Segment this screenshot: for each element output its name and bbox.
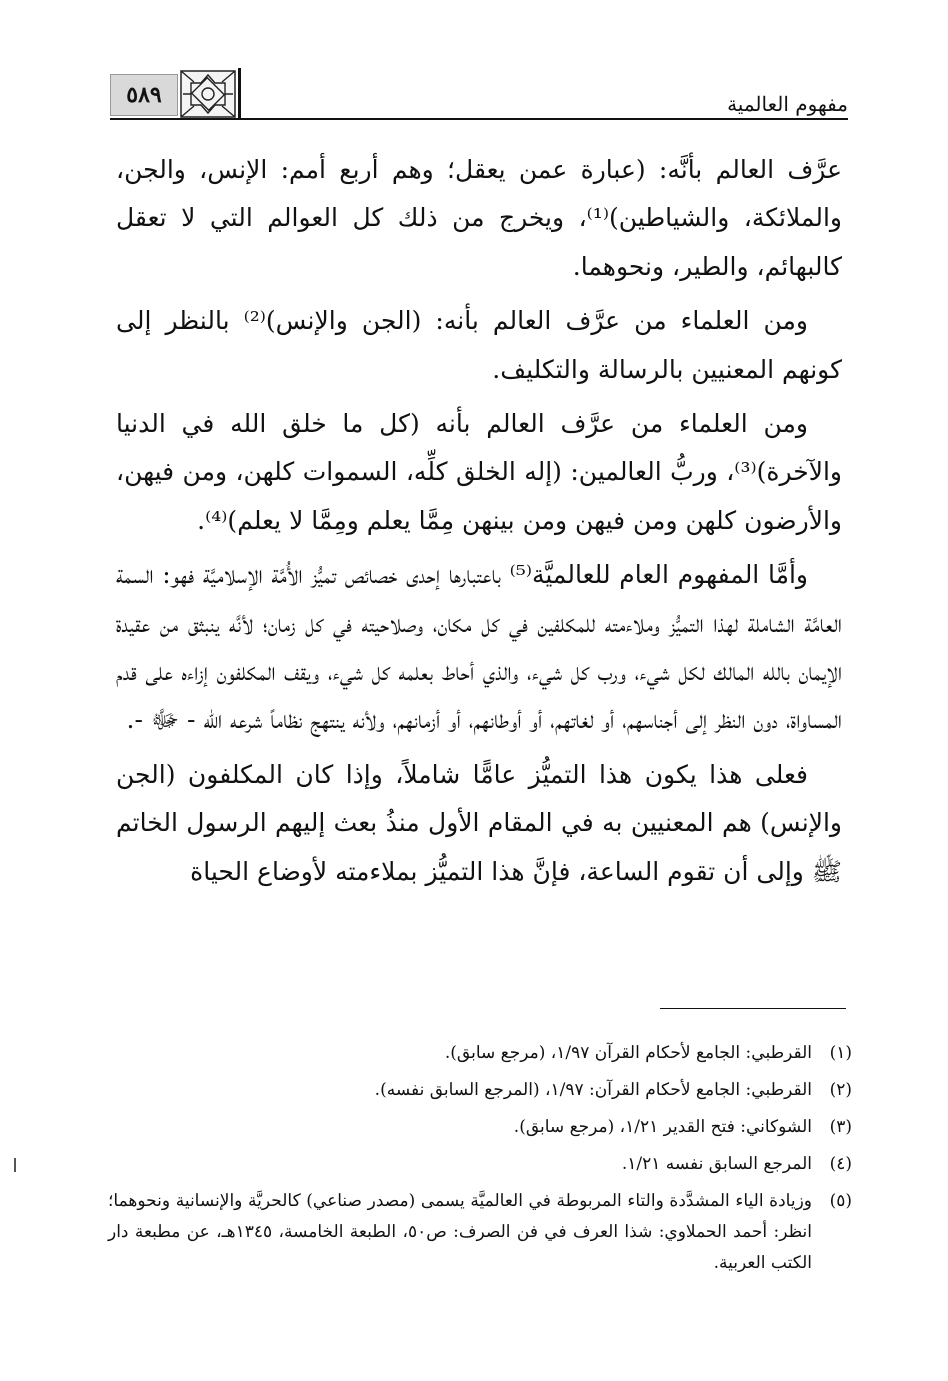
footnote-item (108, 1112, 852, 1143)
main-text (116, 146, 842, 902)
footnote-separator (660, 1008, 846, 1009)
header-divider (238, 68, 241, 118)
footnote-text: القرطبي: الجامع لأحكام القرآن: ١/٩٧، (المرجع السابق نفسه). (374, 1080, 812, 1100)
footnote-number: (٢) (829, 1080, 852, 1100)
header-rule (110, 118, 848, 120)
footnote-item (108, 1186, 852, 1279)
footnote-number: (٤) (829, 1154, 852, 1174)
footnote-number: (١) (829, 1043, 852, 1063)
footnotes (108, 1038, 852, 1285)
footnote-text: المرجع السابق نفسه ١/٢١. (621, 1154, 812, 1174)
footnote-number: (٣) (829, 1117, 852, 1137)
paragraph: فعلى هذا يكون هذا التميُّز عامًّا شاملاً، وإذا كان المكلفون (الجن والإنس) هم المعنيين به في المقام الأول منذُ بعث إليهم الرسول الخاتم ﷺ وإلى أن تقوم الساعة، فإنَّ هذا التميُّز بملاءمته لأوضاع الحياة (116, 759, 842, 886)
footnote-item (108, 1038, 852, 1069)
scan-margin-mark (14, 1158, 16, 1172)
footnote-text: الشوكاني: فتح القدير ١/٢١، (مرجع سابق). (513, 1117, 812, 1137)
paragraph: ومن العلماء من عرَّف العالم بأنه: (الجن والإنس)⁽²⁾ بالنظر إلى كونهم المعنيين بالرسالة والتكليف. (116, 306, 842, 384)
page-number: ٥٨٩ (110, 74, 178, 116)
geometric-ornament-icon (180, 70, 236, 118)
footnote-text: القرطبي: الجامع لأحكام القرآن ١/٩٧، (مرجع سابق). (444, 1043, 812, 1063)
paragraph: وأمَّا المفهوم العام للعالميَّة⁽⁵⁾ باعتبارها إحدى خصائص تميُّز الأُمَّة الإسلاميَّة فهو: السمة العامَّة الشاملة لهذا التميُّز وملاءمته للمكلفين في كل مكان، وصلاحيته في كل زمان؛ لأنَّه ينبثق من عقيدة الإيمان بالله المالك لكل شيء، ورب كل شيء، والذي أحاط بعلمه كل شيء، ويقف المكلفون إزاءه على قدم المساواة، دون النظر إلى أجناسهم، أو لغاتهم، أو أوطانهم، أو أزمانهم، ولأنه ينتهج نظاماً شرعه الله - ﷻ -. (116, 560, 842, 735)
paragraph: ومن العلماء من عرَّف العالم بأنه (كل ما خلق الله في الدنيا والآخرة)⁽³⁾، وربُّ العالمين: (إله الخلق كلِّه، السموات كلهن، ومن فيهن، والأرضون كلهن ومن فيهن ومن بينهن مِمَّا يعلم ومِمَّا لا يعلم)⁽⁴⁾. (116, 409, 842, 535)
footnote-number: (٥) (829, 1191, 852, 1211)
running-title: مفهوم العالمية (727, 92, 848, 116)
footnote-text: وزيادة الياء المشدَّدة والتاء المربوطة في العالميَّة يسمى (مصدر صناعي) كالحريَّة والإنسانية ونحوهما؛ انظر: أحمد الحملاوي: شذا العرف في فن الصرف: ص٥٠، الطبعة الخامسة، ١٣٤٥هـ، عن مطبعة دار الكتب العربية. (108, 1191, 812, 1273)
page-header (110, 66, 848, 120)
paragraph: عرَّف العالم بأنَّه: (عبارة عمن يعقل؛ وهم أربع أمم: الإنس، والجن، والملائكة، والشياطين)⁽¹⁾، ويخرج من ذلك كل العوالم التي لا تعقل كالبهائم، والطير، ونحوهما. (116, 155, 843, 281)
footnote-item (108, 1075, 852, 1106)
footnote-item (108, 1149, 852, 1180)
